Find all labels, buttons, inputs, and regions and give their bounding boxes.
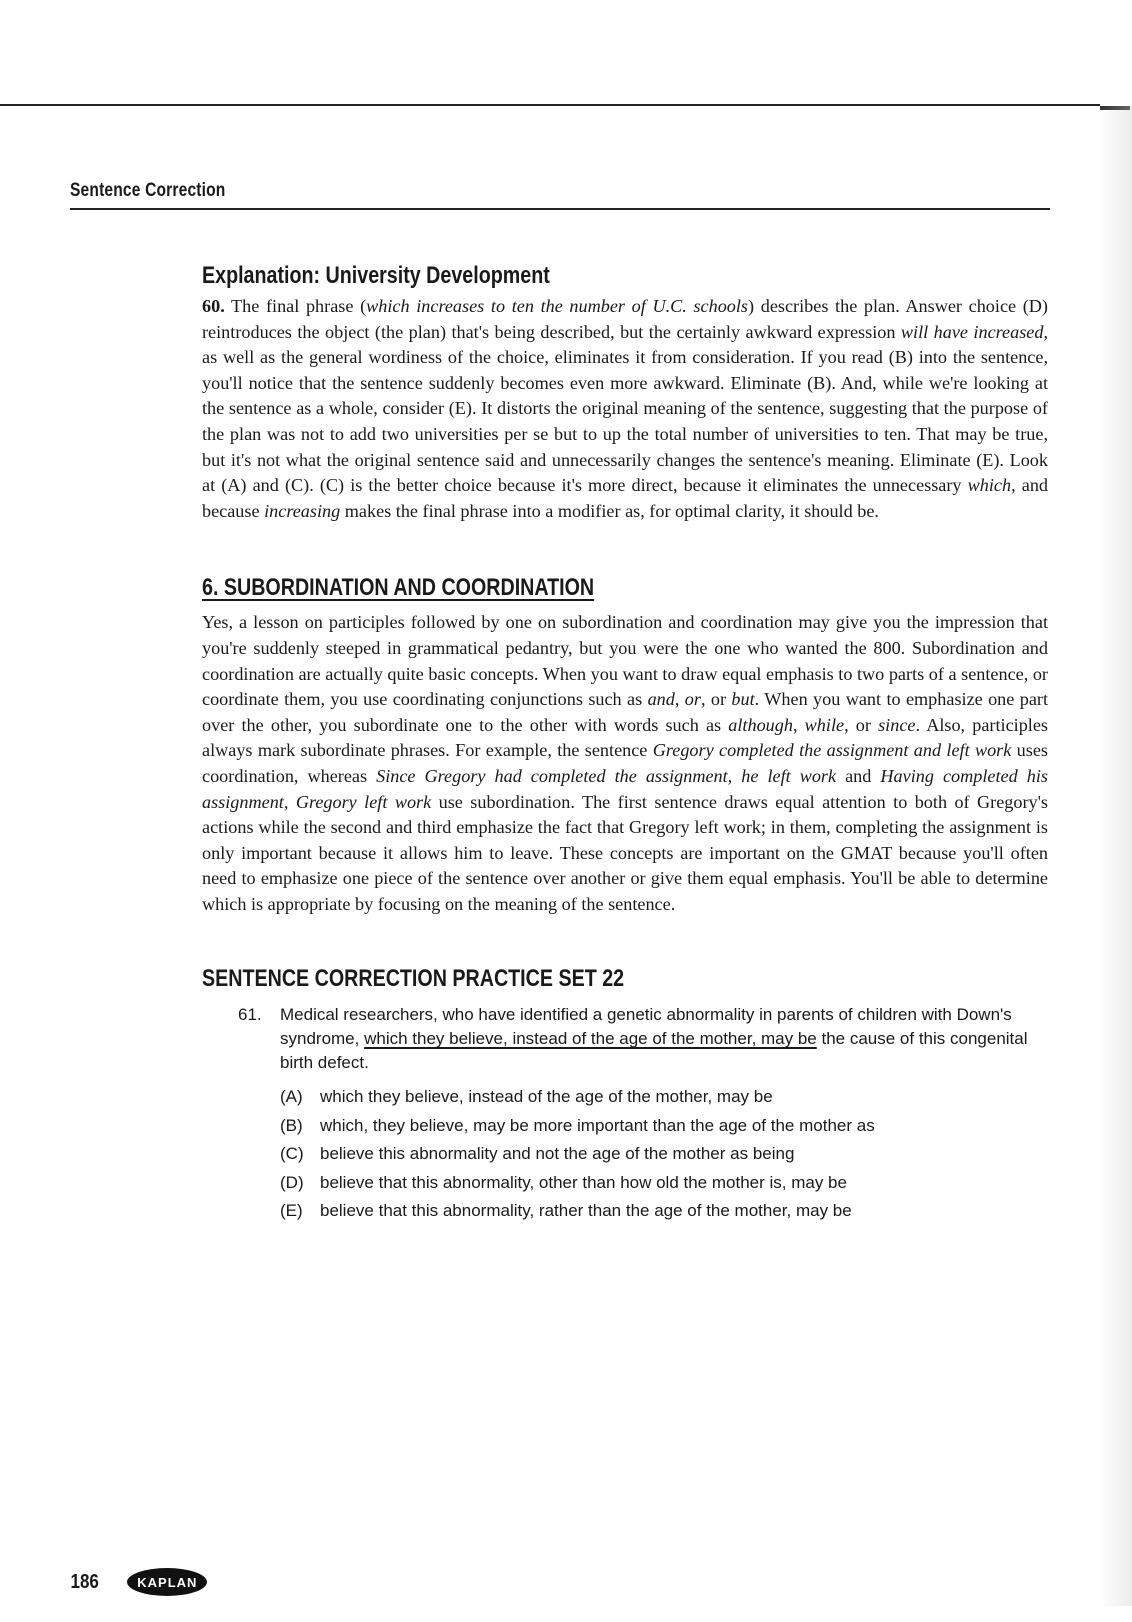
running-head-rule — [70, 208, 1050, 210]
page-content — [202, 262, 1048, 1226]
running-head: Sentence Correction — [70, 180, 226, 201]
practice-section — [202, 965, 1048, 1226]
answer-choice-a: (A) which they believe, instead of the age of the mother, may be — [280, 1087, 773, 1107]
top-rule — [0, 104, 1100, 106]
explanation-paragraph: 60. The final phrase (which increases to ten the number of U.C. schools) describes the plan. Answer choice (D) reintroduces the object (the plan) that's being described, but the certainly awkward expression will have increased, as well as the general wordiness of the choice, eliminates it from consideration. If you read (B) into the sentence, you'll notice that the sentence suddenly becomes even more awkward. Eliminate (B). And, while we're looking at the sentence as a whole, consider (E). It distorts the original meaning of the sentence, suggesting that the purpose of the plan was not to add two universities per se but to up the total number of universities to ten. That may be true, but it's not what the original sentence said and unnecessarily changes the sentence's meaning. Eliminate (E). Look at (A) and (C). (C) is the better choice because it's more direct, because it eliminates the unnecessary which, and because increasing makes the final phrase into a modifier as, for optimal clarity, it should be. — [202, 296, 1049, 521]
underlined-portion: which they believe, instead of the age of the mother, may be — [364, 1029, 817, 1049]
page-edge-shadow — [1100, 106, 1132, 1606]
page-number: 186 — [70, 1570, 99, 1593]
answer-choice-e: (E) believe that this abnormality, rather than the age of the mother, may be — [280, 1201, 852, 1221]
subordination-title: 6. SUBORDINATION AND COORDINATION — [202, 574, 595, 602]
subordination-section — [202, 574, 1048, 917]
page-footer — [68, 1568, 207, 1596]
explanation-title: Explanation: University Development — [202, 262, 550, 289]
practice-title: SENTENCE CORRECTION PRACTICE SET 22 — [202, 965, 625, 993]
question-number: 61. — [238, 1005, 262, 1025]
explanation-section — [202, 262, 1048, 524]
question-stem: Medical researchers, who have identified a genetic abnormality in parents of children with Down's syndrome, which they believe, instead of the age of the mother, may be the cause of this congenital birth defect. — [280, 1005, 1028, 1073]
explanation-number: 60. — [202, 296, 225, 316]
question-61 — [202, 1003, 1048, 1075]
subordination-paragraph: Yes, a lesson on participles followed by one on subordination and coordination may give you the impression that you're suddenly steeped in grammatical pedantry, but you were the one who wanted the 800. Subordination and coordination are actually quite basic concepts. When you want to draw equal emphasis to two parts of a sentence, or coordinate them, you use coordinating conjunctions such as and, or, or but. When you want to emphasize one part over the other, you subordinate one to the other with words such as although, while, or since. Also, participles always mark subordinate phrases. For example, the sentence Gregory completed the assignment and left work uses coordination, whereas Since Gregory had completed the assignment, he left work and Having completed his assignment, Gregory left work use subordination. The first sentence draws equal attention to both of Gregory's actions while the second and third emphasize the fact that Gregory left work; in them, completing the assignment is only important because it allows him to leave. These concepts are important on the GMAT because you'll often need to emphasize one piece of the sentence over another or give them equal emphasis. You'll be able to determine which is appropriate by focusing on the meaning of the sentence. — [202, 612, 1049, 914]
answer-choice-d: (D) believe that this abnormality, other than how old the mother is, may be — [280, 1172, 847, 1192]
answer-choices — [202, 1083, 1048, 1226]
answer-choice-c: (C) believe this abnormality and not the age of the mother as being — [280, 1144, 795, 1164]
answer-choice-b: (B) which, they believe, may be more important than the age of the mother as — [280, 1115, 875, 1135]
kaplan-logo-icon: KAPLAN — [127, 1568, 207, 1596]
